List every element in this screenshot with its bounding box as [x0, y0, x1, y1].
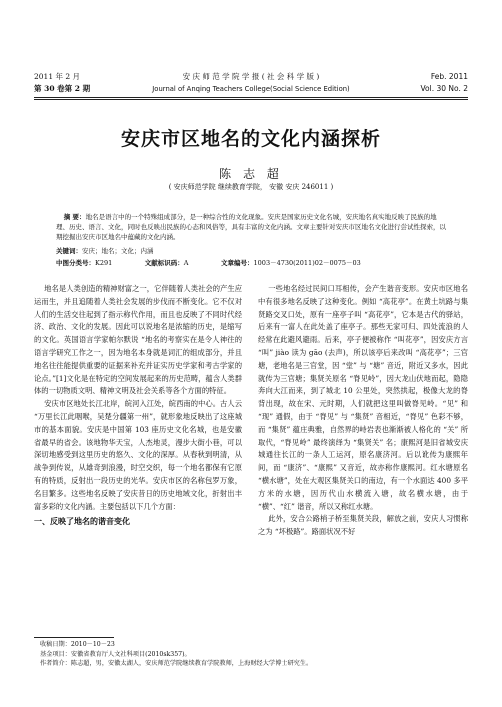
footnote-rule: [34, 637, 114, 638]
header-date-cn: 2011 年 2 月: [34, 72, 81, 81]
header-journal-cn: 安 庆 师 范 学 院 学 报 ( 社 会 科 学 版 ): [182, 72, 320, 81]
footnote: [40, 640, 470, 669]
article-author: 陈 志 超: [219, 167, 283, 181]
article-title: 安庆市区地名的文化内涵探析: [120, 128, 381, 150]
keywords-text: 安庆；地名；文化；内涵: [82, 247, 154, 255]
keywords-label: 关键词：: [56, 247, 82, 255]
body-paragraph: 此外，安合公路梢子桥至集贤关段，解放之前，安庆人习惯称之为 “坏极路”。路面状况不好: [258, 514, 468, 537]
section-heading: 一、反映了地名的谐音变化: [34, 516, 130, 527]
keywords: [56, 246, 154, 255]
classification-line: [56, 258, 361, 267]
header-rule: [34, 97, 468, 98]
article-id-value: 1003－4730(2011)02－0075－03: [253, 259, 361, 267]
header-volume-cn: 第 30 卷第 2 期: [34, 84, 91, 93]
footnote-received: 收稿日期：2010－10－23: [40, 641, 115, 648]
abstract: [56, 212, 446, 242]
header-date-en: Feb. 2011: [430, 72, 468, 81]
body-paragraph: 安庆市区地处长江北岸，皖河入江处，皖西南的中心。古人云 “万里长江此咽喉，吴楚分疆第一州”，就形象地反映出了这座城市的基本面貌。安庆是中国第 103 座历史文化名城，也是安徽省最早的省会。该地物华天宝，人杰地灵，漫步大街小巷，可以深切地感受到这里历史的悠久、文化的深厚。从春秋到明清，从战争到传说，从雄奇到浪漫，时空交织，每一个地名都保有它原有的特质，反射出一段历史的光华。安庆市区的名称包罗万象，名目繁多。这些地名反映了安庆昔日的历史地域文化，折射出丰富多彩的文化内涵。主要包括以下几个方面：: [34, 399, 242, 511]
body-paragraph: 一些地名经过民间口耳相传，会产生谐音变形。安庆市区地名中有很多地名反映了这种变化。例如 “高花亭”。在黄土坑路与集贤路交叉口处，原有一座亭子叫 “高花亭”，它本是古代的驿站，后来有一富人在此处盖了座亭子。那些无家可归、四处流浪的人经常在此避风避雨。后来，亭子便被称作 “叫花亭”，因安庆方言 “叫” jiào 读为 gāo (去声)，所以该亭后来改叫 “高花亭”；三官塘，老地名是三官堂，因 “堂” 与 “塘” 音近，附近又多水，因此就传为三官塘；集贤关原名 “脊见岭”，因大龙山伏地而起，隐隐奔向大江而来，到了城北 10 公里处，突然拱起，极像大龙的脊背出现，故在宋、元时期，人们就把这里叫做脊见岭。“见” 和 “现” 通假，由于 “脊见” 与 “集贤” 音相近，“脊见” 色彩不够，而 “集贤” 蕴庄典雅，自然界的峙岩表也渐渐被人格化的 “关” 所取代，“脊见岭” 最终演绎为 “集贤关” 名；康熙河是旧省城安庆城通往长江的一条人工运河，原名康济河。后以讹传为康熙年间，而 “康济”、“康熙” 又音近，故亦称作康熙河。红水塘原名 “横水塘”，处在大观区集贤关口的南边，有一个水面达 400 多平方米的水塘，因历代山水横流入塘，故名横水塘，由于 “横”、“红” 谐音，所以又称红水塘。: [258, 284, 468, 511]
clc-label: 中图分类号：: [56, 259, 95, 267]
clc-value: K291: [95, 259, 113, 267]
body-paragraph: 地名是人类创造的精神财富之一，它伴随着人类社会的产生应运而生，并且追随着人类社会发展的步伐而不断变化。它不仅对人们的生活交往起到了指示称代作用，而且也反映了不同时代经济、政治、文化的发展。因此可以说地名是浓缩的历史，是缩写的文化。英国语言学家帕尔默说 “地名的考察实在是令人神往的语言学研究工作之一，因为地名本身就是词汇的组成部分，并且地名往往能提供重要的证据来补充并证实历史学家和考古学家的论点。”[1]文化是在特定的空间发展起来的历史范畴，蕴含人类群体的一切物质文明、精神文明及社会关系等各个方面的特征。: [34, 284, 242, 396]
body-column-right: [258, 283, 468, 539]
abstract-text: 地名是语言中的一个特殊组成部分，是一种综合性的文化现象。安庆是国家历史文化名城，安庆地名真实地反映了民族的地理、历史、语言、文化，同时也反映出民族的心态和风俗等，具有丰富的文化内涵。文章主要针对安庆市区地名文化进行尝试性探索，以期挖掘出安庆市区地名中蕴藏的文化内涵。: [56, 213, 446, 241]
author-affiliation: ( 安庆师范学院 继续教育学院， 安徽 安庆 246011 ): [168, 183, 334, 191]
header-rule-thin: [34, 99, 468, 100]
footnote-author-info: 作者简介：陈志超，男，安徽太湖人，安庆师范学院继续教育学院教师，上海财经大学博士研究生。: [40, 660, 313, 667]
header-journal-en: Journal of Anqing Teachers College(Social Science Edition): [152, 85, 350, 93]
body-column-left: [34, 283, 242, 528]
footnote-fund: 基金项目：安徽省教育厅人文社科项目(2010sk357)。: [40, 650, 191, 658]
header-volume-en: Vol. 30 No. 2: [420, 84, 468, 93]
doc-code-value: A: [183, 259, 189, 267]
doc-code-label: 文献标识码：: [144, 259, 184, 267]
abstract-label: 摘 要：: [63, 213, 86, 221]
article-id-label: 文章编号：: [221, 259, 254, 267]
